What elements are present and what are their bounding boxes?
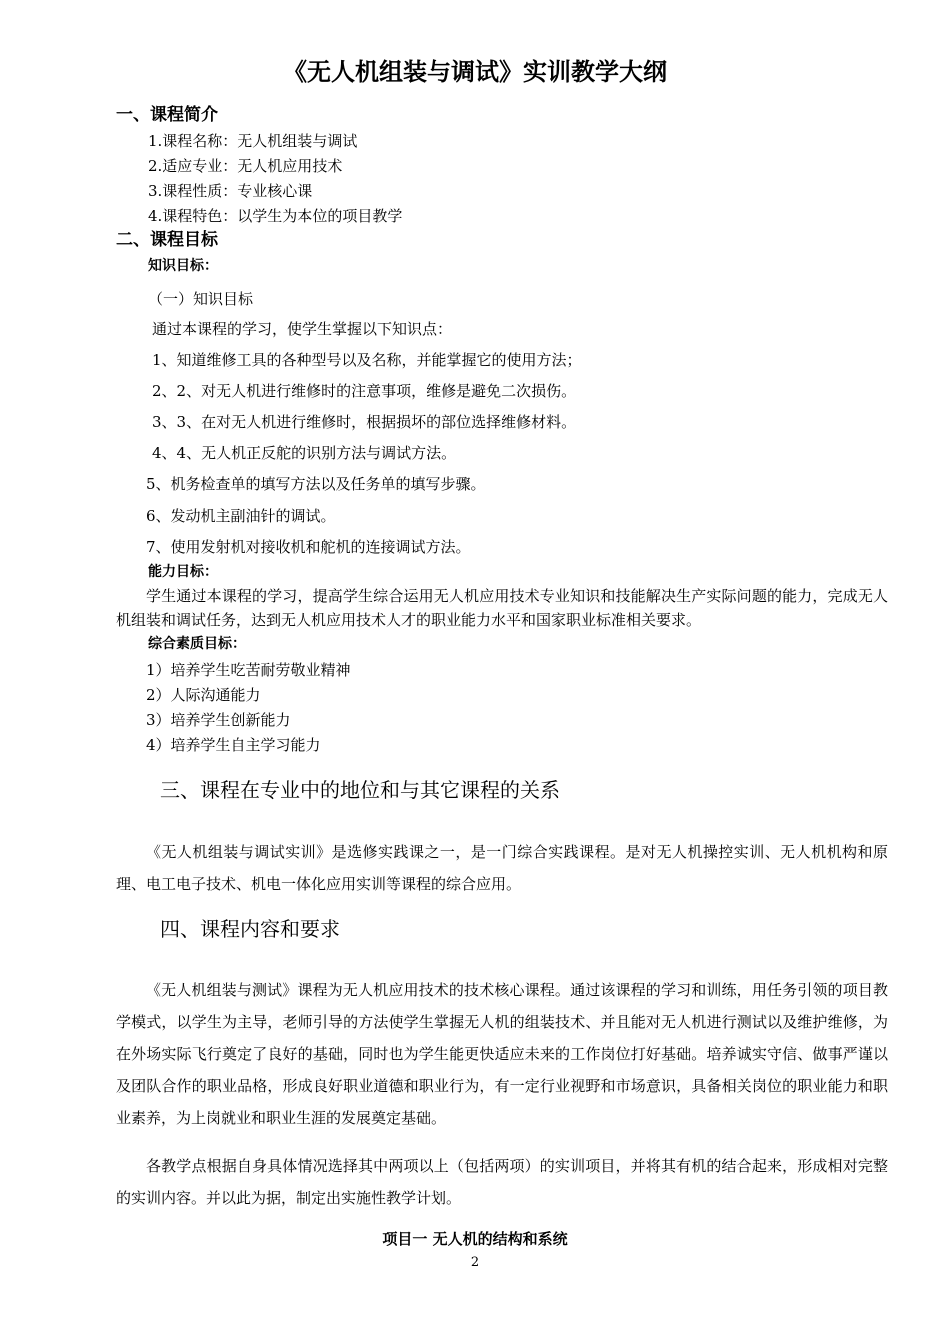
ability-paragraph: 学生通过本课程的学习，提高学生综合运用无人机应用技术专业知识和技能解决生产实际问题的能力，完成无人机组装和调试任务，达到无人机应用技术人才的职业能力水平和国家职业标准相关要求。	[116, 587, 888, 629]
quality-point: 1）培养学生吃苦耐劳敬业精神	[146, 661, 351, 679]
project-title: 项目一 无人机的结构和系统	[382, 1230, 568, 1248]
section2-heading: 二、课程目标	[116, 230, 218, 250]
quality-point: 3）培养学生创新能力	[146, 711, 291, 729]
section3-heading: 三、课程在专业中的地位和与其它课程的关系	[160, 778, 560, 802]
knowledge-point: 4、4、无人机正反舵的识别方法与调试方法。	[152, 444, 457, 462]
section4-paragraph-2: 各教学点根据自身具体情况选择其中两项以上（包括两项）的实训项目，并将其有机的结合起来，形成相对完整的实训内容。并以此为据，制定出实施性教学计划。	[116, 1157, 888, 1207]
quality-point: 4）培养学生自主学习能力	[146, 736, 321, 754]
applicable-major: 2.适应专业：无人机应用技术	[148, 157, 343, 175]
knowledge-point: 3、3、在对无人机进行维修时，根据损坏的部位选择维修材料。	[152, 413, 577, 431]
section4-paragraph-1: 《无人机组装与测试》课程为无人机应用技术的技术核心课程。通过该课程的学习和训练，用任务引领的项目教学模式，以学生为主导，老师引导的方法使学生掌握无人机的组装技术、并且能对无人机进行测试以及维护维修，为在外场实际飞行奠定了良好的基础，同时也为学生能更快适应未来的工作岗位打好基础。培养诚实守信、做事严谨以及团队合作的职业品格，形成良好职业道德和职业行为，有一定行业视野和市场意识，具备相关岗位的职业能力和职业素养，为上岗就业和职业生涯的发展奠定基础。	[116, 981, 888, 1127]
course-nature: 3.课程性质：专业核心课	[148, 182, 313, 200]
knowledge-label: 知识目标：	[148, 258, 218, 274]
course-name: 1.课程名称：无人机组装与调试	[148, 132, 358, 150]
knowledge-point: 6、发动机主副油针的调试。	[146, 507, 336, 525]
quality-point: 2）人际沟通能力	[146, 686, 261, 704]
section4-heading: 四、课程内容和要求	[160, 917, 340, 941]
knowledge-subheading: （一）知识目标	[148, 290, 254, 308]
knowledge-point: 5、机务检查单的填写方法以及任务单的填写步骤。	[146, 475, 486, 493]
knowledge-point: 2、2、对无人机进行维修时的注意事项，维修是避免二次损伤。	[152, 382, 577, 400]
ability-label: 能力目标：	[148, 564, 218, 580]
knowledge-intro: 通过本课程的学习，使学生掌握以下知识点：	[152, 320, 453, 338]
section3-paragraph: 《无人机组装与调试实训》是选修实践课之一，是一门综合实践课程。是对无人机操控实训、无人机机构和原理、电工电子技术、机电一体化应用实训等课程的综合应用。	[116, 843, 888, 893]
section1-heading: 一、课程简介	[116, 105, 218, 125]
document-title: 《无人机组装与调试》实训教学大纲	[283, 58, 667, 86]
quality-label: 综合素质目标：	[148, 636, 246, 652]
page-number: 2	[470, 1255, 480, 1270]
course-feature: 4.课程特色：以学生为本位的项目教学	[148, 207, 403, 225]
knowledge-point: 7、使用发射机对接收机和舵机的连接调试方法。	[146, 538, 471, 556]
knowledge-point: 1、知道维修工具的各种型号以及名称，并能掌握它的使用方法；	[152, 351, 582, 369]
